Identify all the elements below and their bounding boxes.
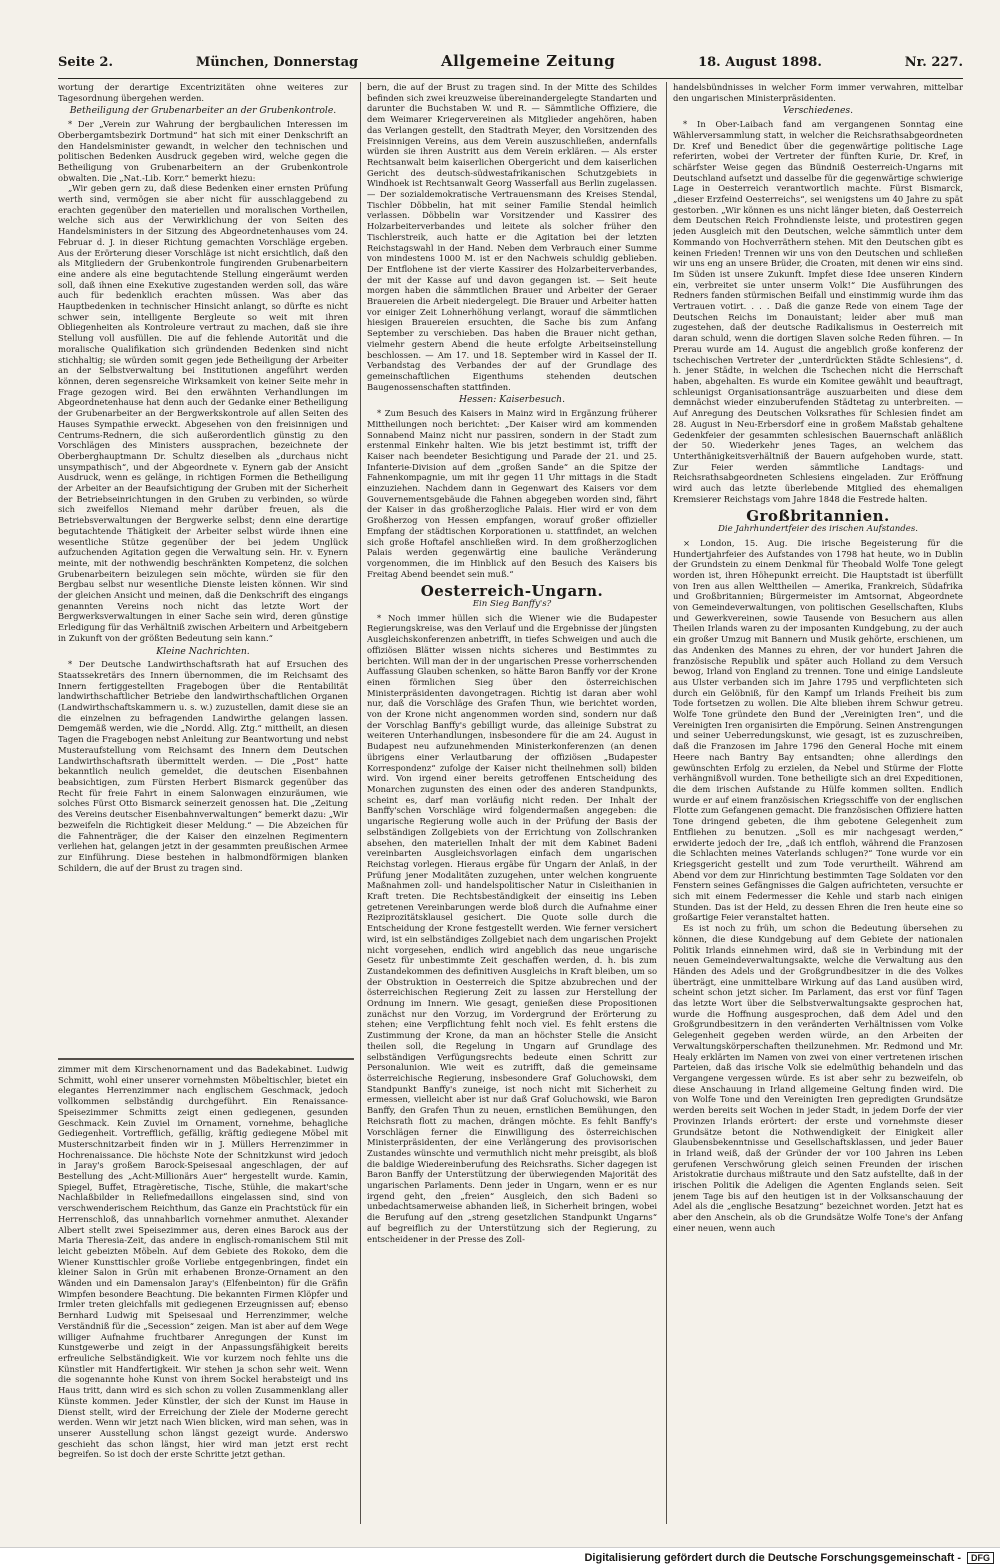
headline: Verschiedenes. [782, 105, 854, 117]
headline: Hessen: Kaiserbesuch. [458, 394, 565, 406]
paragraph: bern, die auf der Brust zu tragen sind. In der Mitte des Schildes befinden sich zwei kreuzweise übereinandergelegte Standarten und darunter die Buchstaben W. und R. — Sämmtliche Offiziere, die dem Weimarer Kriegervereinen als Mitglieder angehören, haben das Verlangen gestellt, den Stadtrath Meyer, den Vorsitzenden des Freisinnigen Vereins, aus dem Verein auszuschließen, andernfalls würden sie ihren Austritt aus dem Verein erklären. — Als erster Rechtsanwalt beim kaiserlichen Obergericht und dem kaiserlichen Gericht des deutsch-südwestafrikanischen Schutzgebiets in Windhoek ist Rechtsanwalt Georg Wasserfall aus Berlin zugelassen. — Der sozialdemokratische Vertrauensmann des Kreises Stendal, Tischler Döbbelin, hat mit seiner Familie Stendal heimlich verlassen. Döbbelin war Vorsitzender und Kassirer des Holzarbeiterverbandes und leitete als solcher früher den Tischlerstreik, auch hatte er die Agitation bei der letzten Reichstagswahl in der Hand. Neben dem Verbrauch einer Summe von mindestens 1000 M. ist er den Nachweis schuldig geblieben. Der Entflohene ist der vierte Kassirer des Holzarbeiterverbandes, der mit der Kasse auf und davon gegangen ist. — Seit heute morgen haben die sämmtlichen Brauer und Arbeiter der Geraer Brauereien die Arbeit niedergelegt. Die Brauer und Arbeiter hatten vor einiger Zeit Lohnerhöhung verlangt, worauf die sämmtlichen hiesigen Brauereien ersuchten, die Sache bis zum Anfang September zu verschieben. Das haben die Brauer nicht gethan, vielmehr gestern Abend die heute erfolgte Arbeitseinstellung beschlossen. — Am 17. und 18. September wird in Kassel der II. Verbandstag des Verbandes der auf der Grundlage des gemeinschaftlichen Eigenthums stehenden deutschen Baugenossenschaften stattfinden. [367, 82, 657, 392]
column-2 [367, 82, 657, 1524]
paragraph: handelsbündnisses in welcher Form immer verwahren, mittelbar den ungarischen Ministerpräsidenten. [673, 82, 963, 103]
masthead [58, 52, 963, 79]
column-1 [58, 82, 348, 1054]
subheadline: Die Jahrhundertfeier des irischen Aufstandes. [718, 524, 918, 535]
paragraph: zimmer mit dem Kirschenornament und das Badekabinet. Ludwig Schmitt, wohl einer unserer vornehmsten Möbeltischler, bietet ein elegantes Herrenzimmer nach englischem Geschmack, jedoch vollkommen selbständig durchgeführt. Ein Renaissance-Speisezimmer Schmitts zeigt einen gediegenen, gesunden Geschmack. Kein Zuviel im Ornament, vornehme, behagliche Gediegenheit. Vortrefflich, gefällig, kräftig gediegene Möbel mit Musterschnitzarbeit finden wir in J. Müllers Herrenzimmer in Hochrenaissance. Die höchste Note der Schnitzkunst wird jedoch in Jaray's großem Barock-Speisesaal angeschlagen, der auf Bestellung des „Acht-Millionärs Auer“ hergestellt wurde. Kamin, Spiegel, Buffet, Etragèretische, Tische, Stühle, die makart'sche Nachlaßbilder in Reliefmedaillons eingelassen sind, sind von verschwenderischem Reichthum, das Ganze ein Prachtstück für ein Herrenschloß, das unnahbarlich vornehmer anmuthet. Alexander Albert stellt zwei Speisezimmer aus, deren eines Barock aus der Maria Theresia-Zeit, das andere in englisch-romanischem Stil mit leicht gebeizten Möbeln. Auf dem Gebiete des Rokoko, dem die Wiener Kunsttischler große Vorliebe entgegenbringen, findet ein kleiner Salon in Grün mit erhabenen Bronze-Ornament an den Wänden und ein Damensalon Jaray's (Elfenbeinton) für die Gräfin Wimpfen besondere Beachtung. Die bekannten Firmen Klöpfer und Irmler treten gleichfalls mit gediegenen Erzeugnissen auf; ebenso Bernhard Ludwig mit Speisesaal und Herrenzimmer, welche Verständniß für die „Secession“ zeigen. Man ist aber auf dem Wege williger Aufnahme fruchtbarer Anregungen der Kunst im Kunstgewerbe und zeigt in der Anpassungsfähigkeit bereits erfreuliche Selbständigkeit. Wie vor kurzem noch fehlte uns die Künstler mit Handfertigkeit. Wir stehen ja schon sehr weit. Wenn die sogenannte hohe Kunst von ihrem Sockel herabsteigt und ins Haus tritt, dann wird es sich schon zu vollen Zusammenklang aller Künste kommen. Jeder Künstler, der sich der Kunst im Hause in Dienst stellt, wird der Erreichung der Ziele der Moderne gerecht werden. Wenn wir jetzt nach Wien blicken, wird man sehen, was in unserer Ausstellung schon längst gezeigt wurde. Anderswo geschieht das schon längst, hier wird man jetzt erst recht begreifen. So ist doch der erste Schritte jetzt gethan. [58, 1064, 348, 1460]
column-3 [673, 82, 963, 1524]
section-title: Großbritannien. [746, 507, 890, 526]
paragraph: * Der „Verein zur Wahrung der bergbaulichen Interessen im Oberbergamtsbezirk Dortmund“ hat sich mit einer Denkschrift an den Handelsminister gewandt, in welcher den technischen und politischen Bedenken Ausdruck gegeben wird, welche gegen die Betheiligung von Grubenarbeitern an der Grubenkontrole obwalten. Die „Nat.-Lib. Korr.“ bemerkt hiezu: [58, 119, 348, 183]
subheadline: Ein Sieg Banffy's? [472, 599, 552, 610]
paper-title: Allgemeine Zeitung [440, 52, 616, 70]
column-rule [666, 82, 667, 1524]
footer-credit: Digitalisierung gefördert durch die Deutsche Forschungsgemeinschaft - [584, 1552, 961, 1564]
paragraph: * Zum Besuch des Kaisers in Mainz wird in Ergänzung früherer Mittheilungen noch berichtet: „Der Kaiser wird am kommenden Sonnabend Mainz nicht nur passiren, sondern in der Stadt zum erstenmal Einkehr halten. Wie bis jetzt bestimmt ist, trifft der Kaiser nach beendeter Besichtigung und Parade der 21. und 25. Infanterie-Division auf dem „großen Sande“ an die Spitze der Fahnenkompagnie, um mit ihr gegen 11 Uhr mittags in die Stadt einzuziehen. Nachdem dann in Gegenwart des Kaisers vor dem Gouvernementsgebäude die Fahnen abgegeben worden sind, fährt der Kaiser in das großherzogliche Palais. Hier wird er von dem Großherzog von Hessen empfangen, worauf großer offizieller Empfang der städtischen Korporationen u. stattfindet, an welchen sich große Hoftafel anschließen wird. In dem großherzoglichen Palais werden gegenwärtig eine bauliche Veränderung vorgenommen, die im Hinblick auf den Besuch des Kaisers bis Freitag Abend beendet sein muß.“ [367, 408, 657, 579]
paragraph: * In Ober-Laibach fand am vergangenen Sonntag eine Wählerversammlung statt, in welcher die Reichsrathsabgeordneten Dr. Kref und Benedict über die gegenwärtige politische Lage referirten, wobei der Vertreter der fünften Kurie, Dr. Kref, in schärfster Weise gegen das Bündniß Oesterreich-Ungarns mit Deutschland aufsetzt und dasselbe für die gegenwärtige schwierige Lage in Oesterreich verantwortlich machte. Fürst Bismarck, „dieser Erzfeind Oesterreichs“, sei wenigstens um 40 Jahre zu spät gestorben. „Wir können es uns nicht länger bieten, daß Oesterreich dem Deutschen Reich Frohndienste leiste, und protestiren gegen jeden Ausgleich mit den Deutschen, welche sämmtlich unter dem Kommando von Hochverräthern stehen. Mit den Deutschen gibt es keinen Frieden! Trennen wir uns von den Deutschen und schließen wir uns eng an unsere Brüder, die Croaten, mit denen wir eins sind. Im Süden ist unsere Zukunft. Impfet diese Idee unseren Kindern ein, verbreitet sie unter unserm Volk!“ Die Ausführungen des Redners fanden stürmischen Beifall und einstimmig wurde ihm das Vertrauen votirt. . . . Daß die ganze Rede von einem Tage der Deutschen Reichs im Donauistant; leider aber muß man zugestehen, daß der deutsche Radikalismus in Oesterreich mit daran schuld, wenn die dortigen Slaven solche Reden führen. — In Prerau wurde am 14. August die angeblich große konferenz der tschechischen Vertreter der „unterdrückten Städte Schlesiens“, d. h. jener Städte, in welchen die Tschechen nicht die Herrschaft haben, abgehalten. Es wurde ein Komitee gewählt und beauftragt, schleunigst Organisationsanträge auszuarbeiten und diese dem demnächst wieder einzuberufenden Städtetag zu unterbreiten. — Auf Anregung des Deutschen Volksrathes für Schlesien findet am 28. August in Neu-Erbersdorf eine in großem Maßstab gehaltene Gedenkfeier der gesammten schlesischen Bauernschaft anläßlich der 50. Wiederkehr jenes Tages, an welchem das Unterthänigkeitsverhältniß der Bauern aufgehoben wurde, statt. Zur Feier werden sämmtliche Landtags- und Reichsrathsabgeordneten Schlesiens eingeladen. Zur Eröffnung wird auch das letzte überlebende Mitglied des ehemaligen Kremsierer Reichstags vom Jahre 1848 die Festrede halten. [673, 119, 963, 504]
digitization-footer [0, 1547, 1000, 1568]
newspaper-page [58, 52, 963, 1524]
column-rule [360, 82, 361, 1524]
paragraph: „Wir geben gern zu, daß diese Bedenken einer ernsten Prüfung werth sind, vermögen sie aber nicht für ausschlaggebend zu erachten gegenüber den materiellen und moralischen Vortheilen, welche sich aus der Verwirklichung der von Seiten des Handelsministers in der Sitzung des Abgeordnetenhauses vom 24. Februar d. J. in dieser Richtung gemachten Vorschläge ergeben. Aus der Erörterung dieser Vorschläge ist nicht ersichtlich, daß den als Mitgliedern der Grubenkontrole fungirenden Grubenarbeitern eine andere als eine begutachtende Stellung eingeräumt werden soll, daß ihnen eine Exekutive zugestanden werden soll, das wäre auch für bedenklich erachten müssen. Was aber das Hauptbedenken in technischer Hinsicht anlangt, so dürfte es nicht schwer sein, intelligente Bergleute so weit mit ihren Obliegenheiten als Kontroleure vertraut zu machen, daß sie ihre Stellung voll ausfüllen. Die auf die fehlende Autorität und die moralische Qualifikation sich gründenden Bedenken sind nicht stichhaltig; sie würden somit gegen jede Betheiligung der Arbeiter an der Selbstverwaltung bei Institutionen angeführt werden können, deren segensreiche Wirksamkeit von keiner Seite mehr in Frage gezogen wird. Bei den erwähnten Verhandlungen im Abgeordnetenhause hat denn auch der Gedanke einer Betheiligung der Grubenarbeiter an der Bergwerkskontrole auf allen Seiten des Hauses Sympathie erweckt. Abgesehen von den freisinnigen und Centrums-Rednern, die sich außerordentlich günstig zu den Vorschlägen des Ministers aussprachen, bezeichnete der Oberberghauptmann Dr. Schultz dieselben als „durchaus nicht unsympathisch“, und der Abgeordnete v. Eynern gab der Ansicht Ausdruck, wenn es gelänge, in richtigen Formen die Betheiligung der Arbeiter an der Beaufsichtigung der Gruben mit der Sicherheit der Betriebseinrichtungen in den Gruben zu verbinden, so würde sich zweifellos Niemand mehr darüber freuen, als die Betriebsverwaltungen der Bergwerke selbst; denn eine derartige begutachtende Thätigkeit der Arbeiter selbst würde ihnen eine wesentliche Stütze gegenüber der bei jedem Unglück aufzuchenden Agitation gegen die Verwaltung sein. Hr. v. Eynern meinte, mit der nothwendig beschränkten Kompetenz, die solchen Grubenarbeitern beizulegen sein möchte, würden sie für den Bergbau selbst nur wesentliche Dienste leisten können. Wir sind der gleichen Ansicht und meinen, daß die Denkschrift des eingangs genannten Vereins noch nicht das letzte Wort der Bergwerksverwaltungen in einer Sache sein wird, deren günstige Erledigung für das Verhältniß zwischen Arbeitern und Arbeitgebern in Zukunft von der größten Bedeutung sein kann.“ [58, 183, 348, 643]
page-number: Seite 2. [58, 55, 113, 70]
paragraph: Es ist noch zu früh, um schon die Bedeutung übersehen zu können, die diese Kundgebung auf dem Gebiete der nationalen Politik Irlands einnehmen wird, daß sie in Verbindung mit der neuen Gemeindeverwaltungsakte, welche die Verwaltung aus den Händen des Adels und der Großgrundbesitzer in die des Volkes überträgt, eine unmittelbare Wirkung auf das Land ausüben wird, scheint schon jetzt sicher. Im Parlament, das erst vor fünf Tagen das letzte Wort über die Selbstverwaltungsakte gesprochen hat, wurde die Hoffnung ausgesprochen, daß dem Adel und den Großgrundbesitzern in den veränderten Verhältnissen vom Volke Gelegenheit gegeben werden würde, an den Arbeiten der Verwaltungskörperschaften theilzunehmen. Mr. Redmond und Mr. Healy erklärten im Namen von zwei von einer vertretenen irischen Parteien, daß das irische Volk sie edelmüthig behandeln und das Vergangene vergessen würde. Es ist aber sehr zu bezweifeln, ob diese Anschauung in Irland allgemeine Geltung finden wird. Die von Wolfe Tone und den Vereinigten Iren gepredigten Grundsätze werden bereits seit Wochen in jeder Stadt, in jedem Dorfe der vier Provinzen Irlands erörtert: der erste und vornehmste dieser Grundsätze betont die Nothwendigkeit der Einigkeit aller Glaubensbekenntnisse und Gesellschaftsklassen, und jeder Bauer in Irland weiß, daß der Gründer der vor 100 Jahren ins Leben gerufenen Verschwörung gleich seinen Freunden der irischen Aristokratie durchaus mißtraute und den Satz aufstellte, daß in der irischen Politik die Adeligen die Agenten Englands seien. Seit jenem Tage bis auf den heutigen ist in der Volksanschauung der Adel als die „englische Besatzung“ bezeichnet worden. Jetzt hat es aber den Anschein, als ob die Grundsätze Wolfe Tone's der Anfang einer neuen, wenn auch [673, 923, 963, 1233]
issue-date: 18. August 1898. [698, 55, 822, 70]
headline: Kleine Nachrichten. [156, 645, 250, 657]
headline: Betheiligung der Grubenarbeiter an der Grubenkontrole. [69, 105, 337, 117]
section-title: Oesterreich-Ungarn. [420, 582, 604, 601]
dfg-logo: DFG [967, 1552, 994, 1564]
paragraph: × London, 15. Aug. Die irische Begeisterung für die Hundertjahrfeier des Aufstandes von 1798 hat heute, wo in Dublin der Grundstein zu einem Denkmal für Theobald Wolfe Tone gelegt worden ist, ihren Höhepunkt erreicht. Die Hauptstadt ist überfüllt von Iren aus allen Welttheilen — Amerika, Frankreich, Südafrika und Großbritannien; Bürgermeister im Amtsornat, Abgeordnete von Gemeindeverwaltungen, von politischen Gesellschaften, Klubs und Gewerkvereinen, sowie Tausende von Besuchern aus allen Theilen Irlands waren zu der imposanten Kundgebung, zu der auch ein großer Umzug mit Bannern und Musik gehörte, erschienen, um das Andenken des Mannes zu ehren, der vor hundert Jahren die französische Republik und später auch Holland zu dem Versuch bewog, Irland von England zu trennen. Tone und einige Landsleute aus Ulster verbanden sich im Jahre 1795 und verpflichteten sich durch ein Gelöbniß, für den Kampf um Irlands Freiheit bis zum Tode fortsetzen zu wollen. Die Alte blieben ihrem Schwur getreu. Wolfe Tone gründete den Bund der „Vereinigten Iren“, und die Vereinigten Iren organisirten die Empörung. Seinen Anstrengungen und seiner Ueberredungskunst, wie gesagt, ist es zuzuschreiben, daß die Franzosen im Jahre 1796 den General Hoche mit einem Heere nach Bantry Bay entsandten; ohne allerdings den gewünschten Erfolg zu erzielen, da Nebel und Stürme der Flotte verhängnißvoll wurden. Tone betheiligte sich an drei Expeditionen, die dem irischen Aufstande zu Hülfe kommen sollten. Endlich wurde er auf einem französischen Kriegsschiffe von der englischen Flotte zum Gefangenen gemacht. Die französischen Offiziere hatten Tone dringend gebeten, die ihm gebotene Gelegenheit zum Entfliehen zu benutzen. „Soll es mir nachgesagt werden,“ erwiderte jedoch der Ire, „daß ich entfloh, während die Franzosen die Schlachten meines Vaterlands schlugen?“ Tone wurde vor ein Kriegsgericht gestellt und zum Tode verurtheilt. Während am Abend vor dem zur Hinrichtung bestimmten Tage Soldaten vor den Fenstern seines Gefängnisses die Galgen aufrichteten, versuchte er sich mit einem Federmesser die Kehle und starb nach einigen Stunden. Das ist der Held, zu dessen Ehren die Iren heute eine so großartige Feier veranstaltet hatten. [673, 537, 963, 923]
issue-number: Nr. 227. [904, 55, 963, 70]
feuilleton-divider [58, 1058, 354, 1060]
paragraph: wortung der derartige Excentrizitäten ohne weiteres zur Tagesordnung übergehen werden. [58, 82, 348, 103]
feuilleton-text [58, 1064, 348, 1524]
paragraph: * Noch immer hüllen sich die Wiener wie die Budapester Regierungskreise, was den Verlauf und die Ergebnisse der jüngsten Ausgleichskonferenzen anbetrifft, in tiefes Schweigen und auch die offiziösen Blätter wissen nichts sicheres und Bestimmtes zu berichten. Will man der in der ungarischen Presse vorherrschenden Auffassung Glauben schenken, so hätte Baron Banffy vor der Krone einen förmlichen Sieg über den österreichischen Ministerpräsidenten davongetragen. Richtig ist daran aber wohl nur, daß die Vorschläge des Grafen Thun, wie berichtet worden, von der Krone nicht angenommen worden sind, sondern nur daß der Vorschlag Banffy's gebilligt wurde, das alleinige Substrat zu weiteren Unterhandlungen, insbesondere für die am 24. August in Budapest neu aufzunehmenden Ministerkonferenzen (an denen übrigens einer Verlautbarung der offiziösen „Budapester Korrespondenz“ zufolge der Kaiser nicht theilnehmen soll) bilden wird. Von irgend einer bereits getroffenen Entscheidung des Monarchen zugunsten des einen oder des anderen Standpunkts, scheint es, darf man vorläufig nicht reden. Der Inhalt der Banffy'schen Vorschläge wird folgendermaßen angegeben: die ungarische Regierung wolle auch in der Prüfung der Basis der selbständigen Zollgebiets von der Errichtung von Zollschranken absehen, den materiellen Inhalt der mit dem Kabinet Badeni vereinbarten Ausgleichsvorlagen einfach dem ungarischen Reichstag vorlegen. Hieraus ergäbe für Ungarn der Anlaß, in der Prüfung jener Modalitäten zuzugehen, unter welchen kongruente Maßnahmen zoll- und handelspolitischer Natur in Cisleithanien in Kraft treten. Die Rechtsbeständigkeit der einseitig ins Leben getretenen Vereinbarungen werde bloß durch die Aufnahme einer Reziprozitätsklausel gesichert. Die Quote solle durch die Entscheidung der Krone festgestellt werden. Wie ferner versichert wird, ist ein selbständiges Zollgebiet nach dem ungarischen Projekt nicht vorgesehen, endlich wird angeblich das neue ungarische Gesetz für unbestimmte Zeit geschaffen werden, d. h. bis zum Zustandekommen des definitiven Ausgleichs in Kraft bleiben, um so der Obstruktion in Oesterreich die Spitze abzubrechen und der österreichischen Regierung Zeit zu lassen zur Herstellung der Ordnung im Innern. Wie gesagt, genießen diese Propositionen zunächst nur den Vorzug, im Vordergrund der Erörterung zu stehen; eine Verpflichtung fehlt noch viel. Es fehlt erstens die Zustimmung der Krone, da man an höchster Stelle die Ansicht theilen soll, die Regelung in Ungarn auf Grundlage des selbständigen Verfügungsrechts bedeute einen Schritt zur Personalunion. Wie weit es zutrifft, daß die gemeinsame österreichische Regierung, insbesondere Graf Goluchowski, dem Standpunkt Banffy's zuneige, ist noch nicht mit Sicherheit zu ermessen, vielleicht aber ist nur daß Graf Goluchowski, wie Baron Banffy, den Grafen Thun zu neuen, ernstlichen Bemühungen, den Reichsrath flott zu machen, drängen möchte. Es fehlt Banffy's Vorschlägen ferner die Einwilligung des österreichischen Ministerpräsidenten, der eine Verlängerung des provisorischen Zustandes wünschte und vermuthlich nicht mehr preisgibt, als bloß die baldige Wiedereinberufung des Reichsraths. Sicher dagegen ist Baron Banffy der Unterstützung der überwiegenden Majorität des ungarischen Parlaments. Denn jeder in Ungarn, wenn er es nur irgend geht, den „freien“ Ausgleich, den sich Badeni so unbedachtsamerweise abhanden ließ, in Sicherheit bringen, wobei die Berufung auf den „streng gesetzlichen Standpunkt Ungarns“ auf begreiflich zu der Unterstützung sich der Regierung, zu entscheidener in der Presse des Zoll- [367, 612, 657, 1244]
paragraph: * Der Deutsche Landwirthschaftsrath hat auf Ersuchen des Staatssekretärs des Innern übernommen, die im Reichsamt des Innern fertiggestellten Fragebogen über die Rentabilität landwirthschaftlicher Betriebe den landwirthschaftlichen Organen (Landwirthschaftskammern u. s. w.) zuzustellen, damit diese sie an die einzelnen zu befragenden Landwirthe gelangen lassen. Demgemäß werden, wie die „Nordd. Allg. Ztg.“ mittheilt, an diesen Tagen die Fragebogen nebst Anleitung zur Beantwortung und nebst Musteraufstellung vom Reichsamt des Innern dem Deutschen Landwirthschaftsrath übermittelt werden. — Die „Post“ hatte bekanntlich neulich gemeldet, die deutschen Eisenbahnen beabsichtigen, zum Fürsten Herbert Bismarck gegenüber das Recht für freie Fahrt in einem Salonwagen einzuräumen, wie solches Fürst Otto Bismarck seinerzeit genossen hat. Die „Zeitung des Vereins deutscher Eisenbahnverwaltungen“ bemerkt dazu: „Wir bezweifeln die Richtigkeit dieser Meldung.“ — Die Abzeichen für die Fahnenträger, die der Kaiser den einzelnen Regimentern verliehen hat, gelangen jetzt in der gesammten preußischen Armee zur Einführung. Diese bestehen in halbmondförmigen blanken Schildern, die auf der Brust zu tragen sind. [58, 659, 348, 873]
place-day: München, Donnerstag [195, 55, 359, 70]
